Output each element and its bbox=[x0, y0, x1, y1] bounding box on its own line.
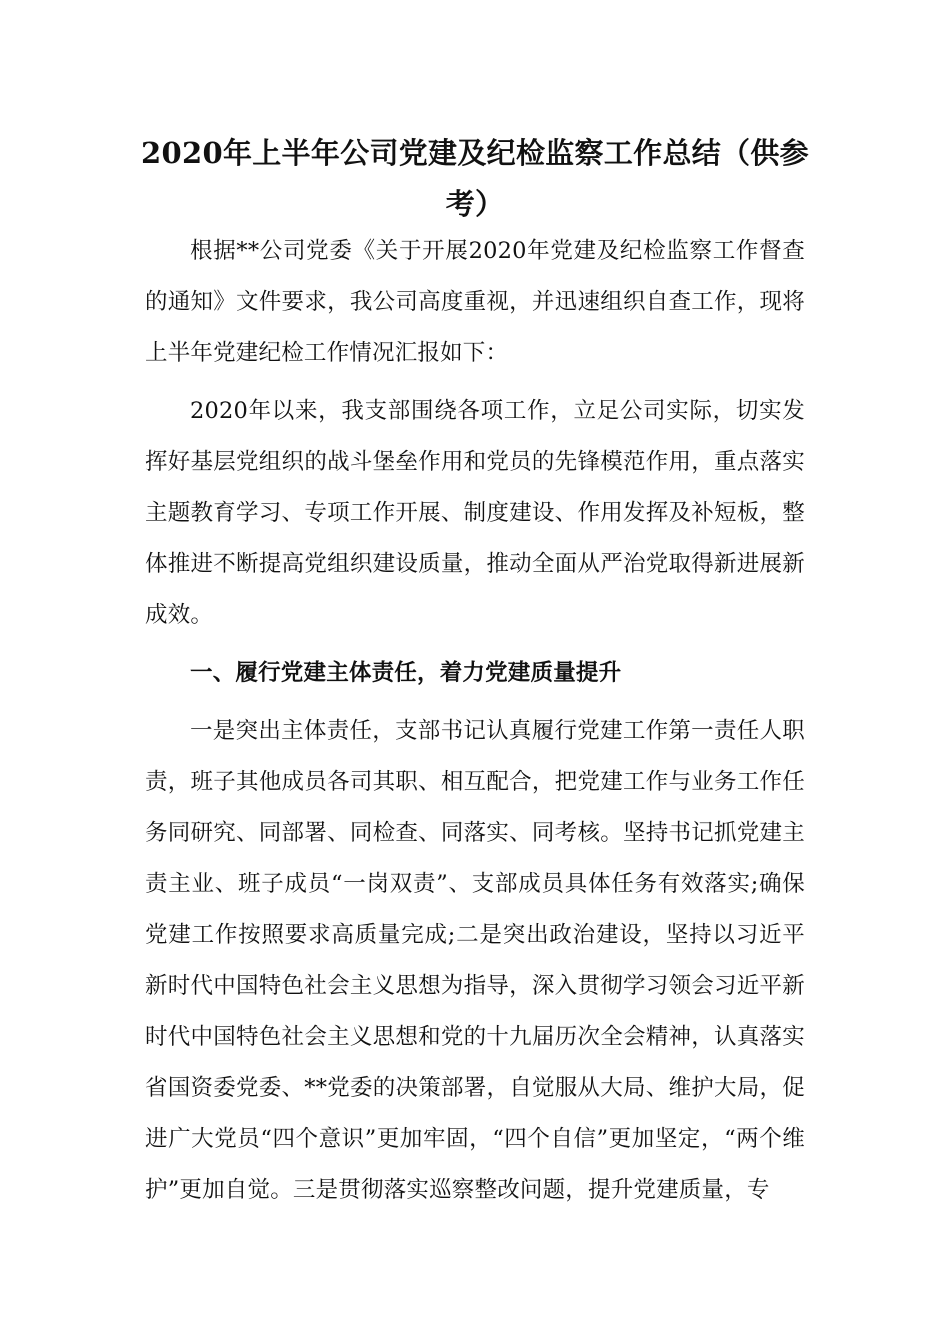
document-body bbox=[145, 226, 805, 1216]
intro-paragraph: 根据**公司党委《关于开展2020年党建及纪检监察工作督查的通知》文件要求，我公司高度重视，并迅速组织自查工作，现将上半年党建纪检工作情况汇报如下： bbox=[145, 238, 805, 366]
document-title: 2020年上半年公司党建及纪检监察工作总结（供参考） bbox=[141, 136, 809, 221]
section-paragraph: 一是突出主体责任，支部书记认真履行党建工作第一责任人职责，班子其他成员各司其职、相互配合，把党建工作与业务工作任务同研究、同部署、同检查、同落实、同考核。坚持书记抓党建主责主业、班子成员“一岗双责”、支部成员具体任务有效落实;确保党建工作按照要求高质量完成;二是突出政治建设，坚持以习近平新时代中国特色社会主义思想为指导，深入贯彻学习领会习近平新时代中国特色社会主义思想和党的十九届历次全会精神，认真落实省国资委党委、**党委的决策部署，自觉服从大局、维护大局，促进广大党员“四个意识”更加牢固，“四个自信”更加坚定，“两个维护”更加自觉。三是贯彻落实巡察整改问题，提升党建质量，专 bbox=[145, 718, 805, 1203]
overview-paragraph: 2020年以来，我支部围绕各项工作，立足公司实际，切实发挥好基层党组织的战斗堡垒作用和党员的先锋模范作用，重点落实主题教育学习、专项工作开展、制度建设、作用发挥及补短板，整体推进不断提高党组织建设质量，推动全面从严治党取得新进展新成效。 bbox=[145, 398, 805, 628]
section-heading: 一、履行党建主体责任，着力党建质量提升 bbox=[190, 660, 622, 686]
